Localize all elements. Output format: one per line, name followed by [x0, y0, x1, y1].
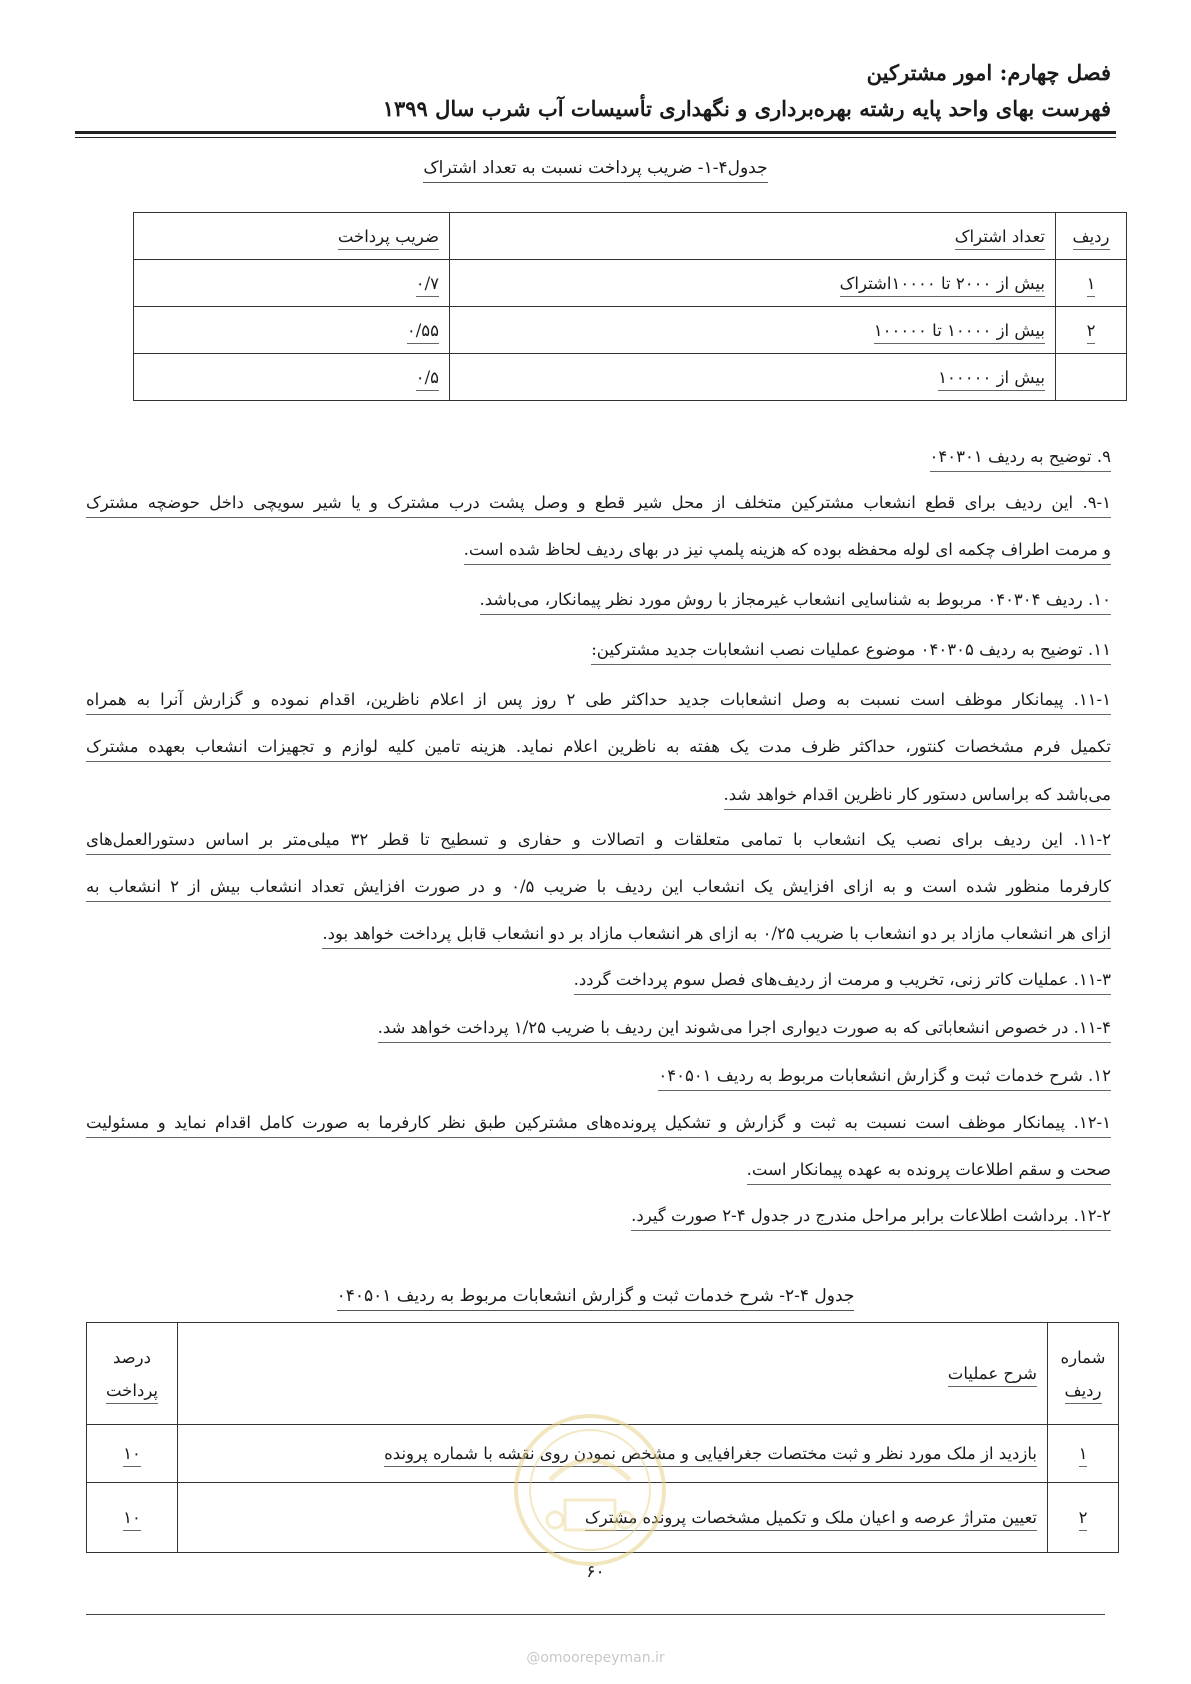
cell-desc: بیش از ۲۰۰۰ تا ۱۰۰۰۰اشتراک: [450, 260, 1056, 307]
document-title: فهرست بهای واحد پایه رشته بهره‌برداری و نگهداری تأسیسات آب شرب سال ۱۳۹۹: [382, 96, 1111, 121]
table-row: [134, 354, 1127, 401]
footer-rule: [86, 1614, 1105, 1615]
header-cell-desc: شرح عملیات: [178, 1323, 1048, 1425]
header-rule-thick: [75, 131, 1116, 134]
header-rule-thin: [75, 137, 1116, 138]
cell-coef: ۰/۵۵: [134, 307, 450, 354]
site-watermark: @omoorepeyman.ir: [526, 1650, 665, 1666]
paragraph-11-1-line2: تکمیل فرم مشخصات کنتور، حداکثر ظرف مدت یک هفته به ناظرین اعلام نماید. هزینه تامین کلیه لوازم و تجهیزات انشعاب بعهده مشترک: [86, 737, 1111, 762]
header-cell-percent: درصد پرداخت: [87, 1323, 178, 1425]
table-header-row: [134, 213, 1127, 260]
paragraph-11-2-line2: کارفرما منظور شده است و به ازای افزایش یک انشعاب این ردیف با ضریب ۰/۵ و در صورت افزایش تعداد انشعاب بیش از ۲ انشعاب به: [86, 877, 1111, 902]
page-number: ۶۰: [586, 1562, 605, 1582]
cell-row: ۲: [1056, 307, 1127, 354]
header-cell-coef: ضریب پرداخت: [134, 213, 450, 260]
chapter-heading: فصل چهارم: امور مشترکین: [866, 60, 1111, 85]
seal-watermark-icon: [510, 1410, 670, 1570]
cell-coef: ۰/۵: [134, 354, 450, 401]
cell-desc: بیش از ۱۰۰۰۰ تا ۱۰۰۰۰۰: [450, 307, 1056, 354]
cell-desc: بیش از ۱۰۰۰۰۰: [450, 354, 1056, 401]
header-cell-row: ردیف: [1056, 213, 1127, 260]
cell-row: [1056, 354, 1127, 401]
cell-row: ۲: [1048, 1483, 1119, 1553]
paragraph-11-heading: ۱۱. توضیح به ردیف ۰۴۰۳۰۵ موضوع عملیات نصب انشعابات جدید مشترکین:: [591, 640, 1111, 659]
paragraph-11-1-line1: ۱۱-۱. پیمانکار موظف است نسبت به وصل انشعابات جدید حداکثر طی ۲ روز پس از اعلام ناظرین، اقدام نموده و گزارش آنرا به همراه: [86, 690, 1111, 715]
cell-coef: ۰/۷: [134, 260, 450, 307]
paragraph-12-1-line1: ۱۲-۱. پیمانکار موظف است نسبت به ثبت و گزارش و تشکیل پرونده‌های مشترکین طبق نظر کارفرما به صورت کامل اقدام نماید و مسئولیت: [86, 1113, 1111, 1138]
paragraph-12-1-line2: صحت و سقم اطلاعات پرونده به عهده پیمانکار است.: [747, 1160, 1111, 1179]
paragraph-9-1-line2: و مرمت اطراف چکمه ای لوله محفظه بوده که هزینه پلمپ نیز در بهای ردیف لحاظ شده است.: [464, 540, 1111, 559]
table2-caption: جدول ۴-۲- شرح خدمات ثبت و گزارش انشعابات مربوط به ردیف ۰۴۰۵۰۱: [0, 1286, 1191, 1306]
cell-desc: بازدید از ملک مورد نظر و ثبت مختصات جغرافیایی و مشخص نمودن روی نقشه با شماره پرونده: [178, 1425, 1048, 1483]
paragraph-11-1-line3: می‌باشد که براساس دستور کار ناظرین اقدام خواهد شد.: [724, 785, 1111, 804]
cell-row: ۱: [1056, 260, 1127, 307]
header-cell-desc: تعداد اشتراک: [450, 213, 1056, 260]
cell-desc: تعیین متراژ عرصه و اعیان ملک و تکمیل مشخصات پرونده مشترک: [178, 1483, 1048, 1553]
paragraph-12-2: ۱۲-۲. برداشت اطلاعات برابر مراحل مندرج در جدول ۴-۲ صورت گیرد.: [631, 1206, 1111, 1225]
paragraph-9-heading: ۹. توضیح به ردیف ۰۴۰۳۰۱: [930, 447, 1111, 466]
paragraph-10: ۱۰. ردیف ۰۴۰۳۰۴ مربوط به شناسایی انشعاب غیرمجاز با روش مورد نظر پیمانکار، می‌باشد.: [480, 590, 1111, 609]
paragraph-11-2-line3: ازای هر انشعاب مازاد بر دو انشعاب با ضریب ۰/۲۵ به ازای هر انشعاب مازاد بر دو انشعاب قابل پرداخت خواهد بود.: [322, 924, 1111, 943]
paragraph-11-2-line1: ۱۱-۲. این ردیف برای نصب یک انشعاب با تمامی متعلقات و اتصالات و حفاری و تسطیح تا قطر ۳۲ میلی‌متر بر اساس دستورالعمل‌های: [86, 830, 1111, 855]
paragraph-11-4: ۱۱-۴. در خصوص انشعاباتی که به صورت دیواری اجرا می‌شوند این ردیف با ضریب ۱/۲۵ پرداخت خواهد شد.: [378, 1018, 1111, 1037]
cell-row: ۱: [1048, 1425, 1119, 1483]
paragraph-12-heading: ۱۲. شرح خدمات ثبت و گزارش انشعابات مربوط به ردیف ۰۴۰۵۰۱: [658, 1066, 1111, 1085]
paragraph-11-3: ۱۱-۳. عملیات کاتر زنی، تخریب و مرمت از ردیف‌های فصل سوم پرداخت گردد.: [574, 970, 1111, 989]
cell-percent: ۱۰: [87, 1483, 178, 1553]
table-row: [134, 260, 1127, 307]
paragraph-9-1-line1: ۹-۱. این ردیف برای قطع انشعاب مشترکین متخلف از محل شیر قطع و وصل پشت درب مشترک و یا شیر سویچی داخل حوضچه مشترک: [86, 493, 1111, 518]
cell-percent: ۱۰: [87, 1425, 178, 1483]
header-cell-row: شماره ردیف: [1048, 1323, 1119, 1425]
table1-caption: جدول۴-۱- ضریب پرداخت نسبت به تعداد اشتراک: [0, 158, 1191, 178]
subscription-coefficient-table: [133, 212, 1127, 401]
table-row: [134, 307, 1127, 354]
